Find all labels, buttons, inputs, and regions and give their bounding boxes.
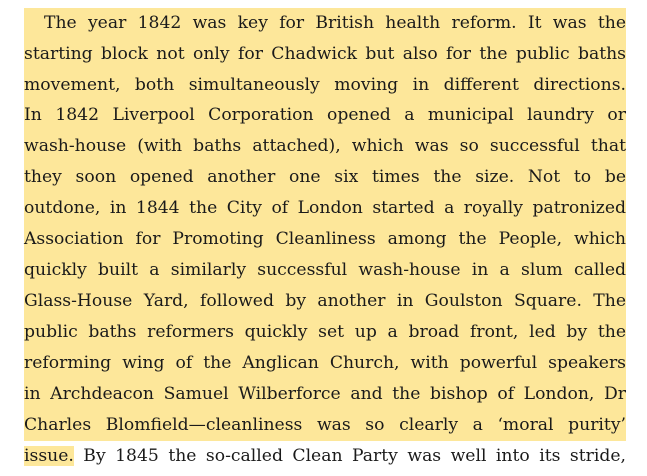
paragraph-line: Glass-House Yard, followed by another in Goulston Square. The (24, 286, 626, 317)
paragraph-line-partial-highlight (24, 441, 626, 472)
paragraph-line: they soon opened another one six times the size. Not to be (24, 162, 626, 193)
unhighlighted-fragment: By 1845 the so-called Clean Party was well into its stride, (73, 446, 626, 466)
paragraph-line: movement, both simultaneously moving in different directions. (24, 70, 626, 101)
paragraph-line: Association for Promoting Cleanliness among the People, which (24, 224, 626, 255)
paragraph-line: wash-house (with baths attached), which was so successful that (24, 131, 626, 162)
paragraph-line: Charles Blomfield—cleanliness was so clearly a ‘moral purity’ (24, 410, 626, 441)
paragraph-line: public baths reformers quickly set up a broad front, led by the (24, 317, 626, 348)
paragraph-line: in Archdeacon Samuel Wilberforce and the bishop of London, Dr (24, 379, 626, 410)
paragraph-line: The year 1842 was key for British health reform. It was the (24, 8, 626, 39)
paragraph-line: quickly built a similarly successful wash-house in a slum called (24, 255, 626, 286)
paragraph-line: reforming wing of the Anglican Church, with powerful speakers (24, 348, 626, 379)
paragraph-line: In 1842 Liverpool Corporation opened a municipal laundry or (24, 100, 626, 131)
paragraph-line: starting block not only for Chadwick but also for the public baths (24, 39, 626, 70)
paragraph-line: outdone, in 1844 the City of London started a royally patronized (24, 193, 626, 224)
highlighted-fragment: issue. (24, 446, 74, 466)
